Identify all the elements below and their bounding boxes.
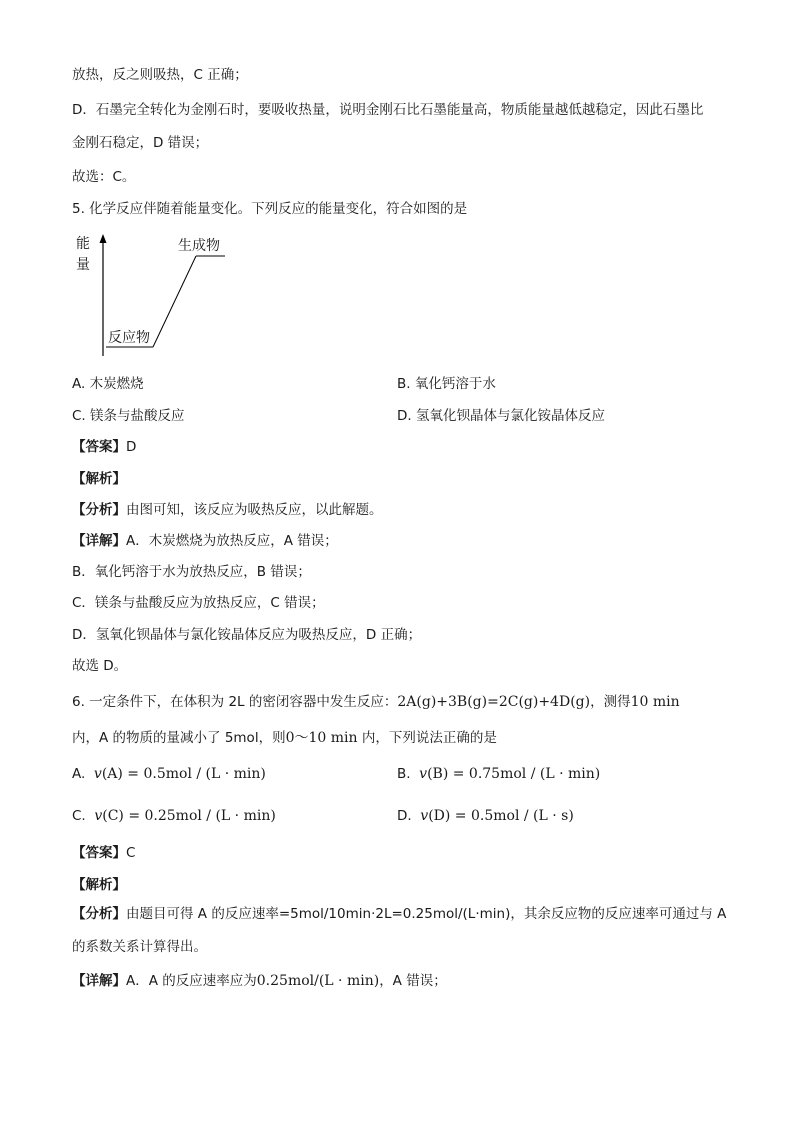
reaction-path xyxy=(153,256,196,347)
q5-option-c: C. 镁条与盐酸反应 xyxy=(72,408,185,424)
q5-detail-b: B．氧化钙溶于水为放热反应，B 错误； xyxy=(72,564,311,580)
q6-stem-1a: 6. 一定条件下，在体积为 2L 的密闭容器中发生反应： xyxy=(72,694,398,710)
q6-answer: C xyxy=(126,845,136,861)
energy-diagram xyxy=(70,228,240,360)
axis-arrowhead-icon xyxy=(100,234,107,243)
q6-option-b-label: B. xyxy=(397,766,411,782)
q6-stem-line-2 xyxy=(72,729,497,747)
q6-fenxi-1: 由题目可得 A 的反应速率=5mol/10min·2L=0.25mol/(L·min)，其余反应物的反应速率可通过与 A xyxy=(126,906,727,922)
q5-xiangjie-tag: 【详解】 xyxy=(72,533,126,549)
q6-xiangjie-tag: 【详解】 xyxy=(72,973,126,989)
q5-stem: 5. 化学反应伴随着能量变化。下列反应的能量变化，符合如图的是 xyxy=(72,201,468,217)
q5-fenxi-line xyxy=(72,501,383,519)
q6-equation: 2A(g)+3B(g)=2C(g)+4D(g) xyxy=(397,694,591,710)
q6-stem-1b: ，测得 xyxy=(590,694,631,710)
q5-detail-a: A．木炭燃烧为放热反应，A 错误； xyxy=(126,533,338,549)
q6-detail-a2: 0.25mol/(L · min) xyxy=(256,973,380,989)
q5-choice: 故选 D。 xyxy=(72,658,128,674)
q6-fenxi-line-1 xyxy=(72,905,726,923)
q6-stem-2b: 0～10 min xyxy=(285,730,358,746)
q6-option-b-expr: (B) = 0.75mol / (L · min) xyxy=(427,766,601,782)
q6-detail-a1: A．A 的反应速率应为 xyxy=(126,973,257,989)
q6-option-d-label: D. xyxy=(397,808,412,824)
q5-answer-tag: 【答案】 xyxy=(72,439,126,455)
q6-detail-a3: ，A 错误； xyxy=(379,973,447,989)
q6-stem-1c: 10 min xyxy=(630,694,680,710)
q5-option-b: B. 氧化钙溶于水 xyxy=(397,376,496,392)
prev-line-3: 金刚石稳定，D 错误； xyxy=(72,135,209,151)
q6-option-a-v: v xyxy=(93,766,102,782)
q6-option-a xyxy=(72,765,266,783)
prev-line-2: D．石墨完全转化为金刚石时，要吸收热量，说明金刚石比石墨能量高，物质能量越低越稳定，因此石墨比 xyxy=(72,102,704,118)
y-label-1: 能 xyxy=(76,236,90,252)
q5-answer: D xyxy=(126,439,137,455)
q6-fenxi-tag: 【分析】 xyxy=(72,906,126,922)
q5-detail-a-line xyxy=(72,532,338,550)
q6-option-b-v: v xyxy=(419,766,428,782)
q6-option-d-v: v xyxy=(420,808,429,824)
q6-stem-line-1 xyxy=(72,693,680,711)
q6-detail-a-line xyxy=(72,972,447,990)
q5-analysis-tag: 【解析】 xyxy=(72,471,126,487)
reactant-label: 反应物 xyxy=(108,330,150,346)
q6-analysis-tag: 【解析】 xyxy=(72,877,126,893)
q5-answer-line xyxy=(72,438,136,456)
q6-option-a-expr: (A) = 0.5mol / (L · min) xyxy=(101,766,266,782)
q6-option-d-expr: (D) = 0.5mol / (L · s) xyxy=(428,808,574,824)
q6-stem-2c: 内，下列说法正确的是 xyxy=(357,730,497,746)
q6-option-c-label: C. xyxy=(72,808,86,824)
q6-answer-tag: 【答案】 xyxy=(72,845,126,861)
q5-fenxi: 由图可知，该反应为吸热反应，以此解题。 xyxy=(126,502,383,518)
q5-option-a: A. 木炭燃烧 xyxy=(72,376,144,392)
q5-fenxi-tag: 【分析】 xyxy=(72,502,126,518)
prev-line-1: 放热，反之则吸热，C 正确； xyxy=(72,67,248,83)
q6-option-c xyxy=(72,807,276,825)
q6-option-c-v: v xyxy=(94,808,103,824)
q6-option-b xyxy=(397,765,600,783)
q5-option-d: D. 氢氧化钡晶体与氯化铵晶体反应 xyxy=(397,408,605,424)
q6-stem-2a: 内，A 的物质的量减小了 5mol，则 xyxy=(72,730,286,746)
y-label-2: 量 xyxy=(76,257,90,273)
prev-choice: 故选：C。 xyxy=(72,169,136,185)
q6-option-c-expr: (C) = 0.25mol / (L · min) xyxy=(102,808,276,824)
q6-option-d xyxy=(397,807,574,825)
q6-fenxi-2: 的系数关系计算得出。 xyxy=(72,939,207,955)
q5-detail-d: D．氢氧化钡晶体与氯化铵晶体反应为吸热反应，D 正确； xyxy=(72,627,422,643)
product-label: 生成物 xyxy=(178,238,220,254)
q6-option-a-label: A. xyxy=(72,766,86,782)
q5-detail-c: C．镁条与盐酸反应为放热反应，C 错误； xyxy=(72,595,325,611)
q6-answer-line xyxy=(72,844,135,862)
